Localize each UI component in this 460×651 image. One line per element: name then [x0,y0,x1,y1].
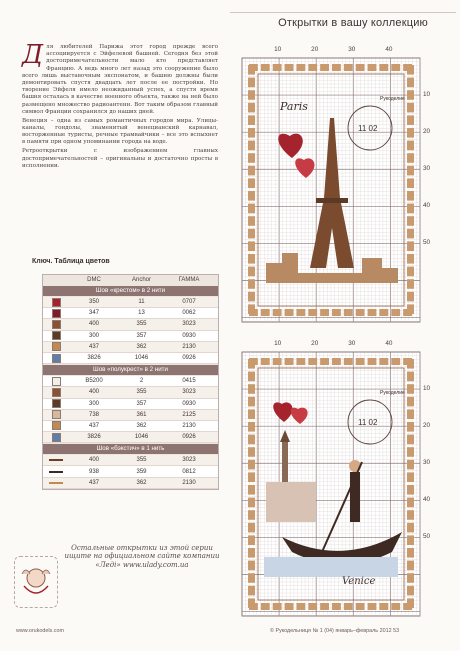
stamp-label: Рукоделие [380,390,405,396]
perforation-mark [407,510,414,520]
gamma-value: 2130 [182,422,196,429]
perforation-mark [407,78,414,88]
perforation-mark [248,548,255,558]
col-gamma: ГАММА [178,277,200,283]
perforation-mark [248,573,255,583]
perforation-mark [296,309,305,316]
perforation-mark [407,535,414,545]
perforation-mark [248,510,255,520]
perforation-mark [332,358,341,365]
perforation-mark [407,422,414,432]
x-scale-label: 30 [348,46,356,53]
key-row [43,455,218,466]
color-swatch [43,471,69,473]
article-paragraph-2: Венеция – одна из самых романтичных городов мира. Улицы-каналы, гондолы, знаменитый венецианский карнавал, восторженные туристы, речные трамвайчики – все это вспыхнет в памяти при одном упоминании города на воде. [22,117,218,146]
swatch-square-icon [52,421,61,430]
color-swatch [43,377,69,386]
cupid-stamp-image [14,556,58,608]
perforation-mark [248,304,255,314]
perforation-mark [407,372,414,382]
perforation-mark [344,309,353,316]
color-swatch [43,459,69,461]
header-title: Открытки в вашу коллекцию [278,17,428,29]
gamma-value: 0707 [182,299,196,306]
perforation-mark [248,103,255,113]
perforation-mark [285,603,294,610]
dmc-value: 300 [88,400,99,407]
gamma-value: 2130 [182,479,196,486]
water [264,557,398,577]
perforation-mark [356,603,365,610]
perforation-mark [248,78,255,88]
perforation-mark [248,153,255,163]
perforation-mark [407,561,414,571]
x-scale-label: 40 [385,46,393,53]
col-anchor: Anchor [131,277,151,283]
y-scale-label: 40 [423,202,431,210]
perforation-mark [391,603,400,610]
gamma-value: 0930 [182,332,196,339]
key-row [43,297,218,308]
perforation-mark [248,178,255,188]
perforation-mark [407,292,414,302]
swatch-square-icon [52,320,61,329]
footer-note: Остальные открытки из этой серии ищите на официальном сайте компании «Ледi» www.ulady.com.ua [64,544,220,569]
perforation-mark [368,358,377,365]
perforation-mark [320,309,329,316]
key-row [43,432,218,443]
anchor-value: 355 [136,389,147,396]
venice-chart [228,338,440,628]
gamma-value: 0930 [182,400,196,407]
swatch-square-icon [52,331,61,340]
perforation-mark [332,64,341,71]
perforation-mark [407,128,414,138]
color-key [22,258,219,538]
anchor-value: 361 [136,411,147,418]
anchor-value: 1046 [134,355,149,362]
key-row [43,410,218,421]
gamma-value: 3023 [182,389,196,396]
swatch-square-icon [52,377,61,386]
y-scale-label: 20 [423,422,431,430]
anchor-value: 357 [136,332,147,339]
perforation-mark [248,447,255,457]
perforation-mark [379,358,388,365]
dmc-value: 300 [88,332,99,339]
perforation-mark [379,309,388,316]
x-scale-label: 30 [348,340,356,347]
perforation-mark [285,309,294,316]
perforation-mark [248,166,255,176]
perforation-mark [344,603,353,610]
perforation-mark [344,64,353,71]
anchor-value: 355 [136,457,147,464]
perforation-mark [261,603,270,610]
article-text [22,40,218,172]
color-swatch [43,320,69,329]
perforation-mark [248,586,255,596]
perforation-mark [407,204,414,214]
gamma-value: 2125 [182,411,196,418]
key-row [43,387,218,398]
perforation-mark [320,603,329,610]
perforation-mark [407,586,414,596]
perforation-mark [320,358,329,365]
anchor-value: 362 [136,343,147,350]
perforation-mark [407,65,414,75]
perforation-mark [356,64,365,71]
anchor-value: 11 [138,299,145,306]
perforation-mark [356,358,365,365]
building [266,482,316,522]
key-section-header: Шов «крестом» в 2 нити [43,286,218,296]
perforation-mark [407,548,414,558]
key-row [43,319,218,330]
perforation-mark [407,191,414,201]
perforation-mark [407,472,414,482]
perforation-mark [248,279,255,289]
perforation-mark [407,279,414,289]
perforation-mark [248,598,255,608]
postmark-date: 11 02 [358,124,378,133]
dmc-value: 400 [88,321,99,328]
perforation-mark [379,603,388,610]
color-swatch [43,309,69,318]
dmc-value: B5200 [85,378,103,385]
perforation-mark [248,409,255,419]
key-row [43,376,218,387]
article-paragraph-3: Ретрооткрытки с изображением главных достопримечательностей – оригинальны и достаточно просты в исполнении. [22,148,218,169]
perforation-mark [407,359,414,369]
perforation-mark [248,498,255,508]
perforation-mark [248,397,255,407]
color-swatch [43,298,69,307]
perforation-mark [248,128,255,138]
y-scale-label: 10 [423,385,431,393]
perforation-mark [407,304,414,314]
perforation-mark [407,447,414,457]
perforation-mark [248,422,255,432]
perforation-mark [407,598,414,608]
y-scale-label: 10 [423,91,431,99]
gamma-value: 0062 [182,310,196,317]
swatch-square-icon [52,342,61,351]
backstitch-line-icon [49,471,63,473]
tower-platform [316,198,348,203]
color-swatch [43,482,69,484]
x-scale-label: 10 [274,46,282,53]
perforation-mark [248,65,255,75]
dmc-value: 437 [88,343,99,350]
dmc-value: 3826 [87,355,101,362]
chart-caption: Venice [342,576,376,587]
perforation-mark [407,216,414,226]
perforation-mark [261,309,270,316]
perforation-mark [407,115,414,125]
color-swatch [43,410,69,419]
perforation-mark [391,64,400,71]
gamma-value: 3023 [182,321,196,328]
perforation-mark [407,90,414,100]
perforation-mark [261,358,270,365]
dmc-value: 738 [88,411,99,418]
chart-caption: Paris [280,100,308,113]
key-row [43,331,218,342]
key-row [43,399,218,410]
swatch-square-icon [52,298,61,307]
perforation-mark [308,603,317,610]
color-swatch [43,342,69,351]
key-row [43,466,218,477]
perforation-mark [261,64,270,71]
perforation-mark [407,498,414,508]
perforation-mark [407,241,414,251]
perforation-mark [407,435,414,445]
perforation-mark [407,573,414,583]
perforation-mark [248,561,255,571]
gamma-value: 0415 [182,378,196,385]
perforation-mark [248,241,255,251]
perforation-mark [248,372,255,382]
anchor-value: 359 [136,468,147,475]
perforation-mark [248,359,255,369]
perforation-mark [248,141,255,151]
perforation-mark [273,603,282,610]
key-section-header: Шов «полукрест» в 2 нити [43,365,218,375]
perforation-mark [407,141,414,151]
anchor-value: 13 [138,310,145,317]
key-row [43,353,218,364]
dmc-value: 347 [88,310,99,317]
color-swatch [43,354,69,363]
perforation-mark [320,64,329,71]
gamma-value: 2130 [182,343,196,350]
perforation-mark [407,397,414,407]
perforation-mark [273,309,282,316]
x-scale-label: 20 [311,46,319,53]
gamma-value: 0926 [182,355,196,362]
perforation-mark [248,535,255,545]
perforation-mark [248,90,255,100]
x-scale-label: 40 [385,340,393,347]
perforation-mark [248,204,255,214]
perforation-mark [368,64,377,71]
perforation-mark [391,309,400,316]
perforation-mark [248,460,255,470]
perforation-mark [248,523,255,533]
swatch-square-icon [52,309,61,318]
dmc-value: 400 [88,389,99,396]
swatch-square-icon [52,399,61,408]
perforation-mark [407,460,414,470]
page-header [230,12,456,33]
perforation-mark [273,64,282,71]
perforation-mark [248,267,255,277]
y-scale-label: 30 [423,165,431,173]
perforation-mark [248,485,255,495]
gamma-value: 0926 [182,434,196,441]
dmc-value: 3826 [87,434,101,441]
article-paragraph-1: ля любителей Парижа этот город прежде всего ассоциируется с Эйфелевой башней. Сегодня без этой достопримечательности мало кто представляет Францию. А ведь много лет назад это сооружение было всего лишь выставочным экспонатом, и башню должны были демонтировать спустя двадцать лет после ее постройки. Но творение Эйфеля имело неожиданный успех, а спустя время башня осталась в качестве военного объекта, также на ней было размещено множество радиоантенн. Вот таким образом главный символ Франции сохранился до наших дней. [22,44,218,115]
swatch-square-icon [52,410,61,419]
perforation-mark [248,115,255,125]
anchor-value: 362 [136,422,147,429]
perforation-mark [407,523,414,533]
key-section-header: Шов «бэкстич» в 1 нить [43,444,218,454]
x-scale-label: 10 [274,340,282,347]
perforation-mark [248,435,255,445]
stitch-grid [228,44,440,334]
gamma-value: 3023 [182,457,196,464]
perforation-mark [407,153,414,163]
col-dmc: DMC [87,277,101,283]
perforation-mark [285,358,294,365]
perforation-mark [296,64,305,71]
dmc-value: 350 [88,299,99,306]
color-swatch [43,421,69,430]
y-scale-label: 30 [423,459,431,467]
issue-info: © Рукодельниця № 1 (04) январь–февраль 2012 53 [270,628,400,634]
perforation-mark [248,472,255,482]
perforation-mark [248,254,255,264]
perforation-mark [248,292,255,302]
x-scale-label: 20 [311,340,319,347]
perforation-mark [391,358,400,365]
key-table [42,274,219,490]
perforation-mark [273,358,282,365]
perforation-mark [407,384,414,394]
backstitch-line-icon [49,482,63,484]
perforation-mark [407,485,414,495]
color-swatch [43,433,69,442]
perforation-mark [248,216,255,226]
key-row [43,342,218,353]
perforation-mark [308,64,317,71]
dmc-value: 400 [88,457,99,464]
dmc-value: 437 [88,422,99,429]
perforation-mark [332,309,341,316]
color-swatch [43,388,69,397]
swatch-square-icon [52,388,61,397]
key-row [43,421,218,432]
anchor-value: 1046 [134,434,149,441]
key-table-header [43,275,218,285]
perforation-mark [407,178,414,188]
key-row [43,478,218,489]
perforation-mark [248,384,255,394]
color-swatch [43,331,69,340]
anchor-value: 2 [139,378,144,385]
y-scale-label: 50 [423,533,431,541]
y-scale-label: 20 [423,128,431,136]
perforation-mark [248,229,255,239]
y-scale-label: 50 [423,239,431,247]
perforation-mark [368,309,377,316]
y-scale-label: 40 [423,496,431,504]
site-url: www.orukodels.com [16,628,64,634]
anchor-value: 362 [136,479,147,486]
color-swatch [43,399,69,408]
perforation-mark [344,358,353,365]
stamp-label: Рукоделие [380,96,405,102]
anchor-value: 355 [136,321,147,328]
paris-chart [228,44,440,334]
swatch-square-icon [52,354,61,363]
perforation-mark [308,358,317,365]
swatch-square-icon [52,433,61,442]
perforation-mark [407,409,414,419]
postmark-date: 11 02 [358,418,378,427]
dmc-value: 437 [88,479,99,486]
key-title: Ключ. Таблица цветов [32,258,110,265]
perforation-mark [308,309,317,316]
perforation-mark [379,64,388,71]
perforation-mark [296,603,305,610]
backstitch-line-icon [49,459,63,461]
perforation-mark [407,166,414,176]
perforation-mark [296,358,305,365]
anchor-value: 357 [136,400,147,407]
perforation-mark [356,309,365,316]
perforation-mark [407,254,414,264]
gamma-value: 0812 [182,468,196,475]
perforation-mark [407,103,414,113]
perforation-mark [285,64,294,71]
key-row [43,308,218,319]
perforation-mark [407,229,414,239]
drop-cap: Д [22,40,44,70]
perforation-mark [332,603,341,610]
perforation-mark [368,603,377,610]
dmc-value: 938 [88,468,99,475]
perforation-mark [248,191,255,201]
stitch-grid [228,338,440,628]
perforation-mark [407,267,414,277]
